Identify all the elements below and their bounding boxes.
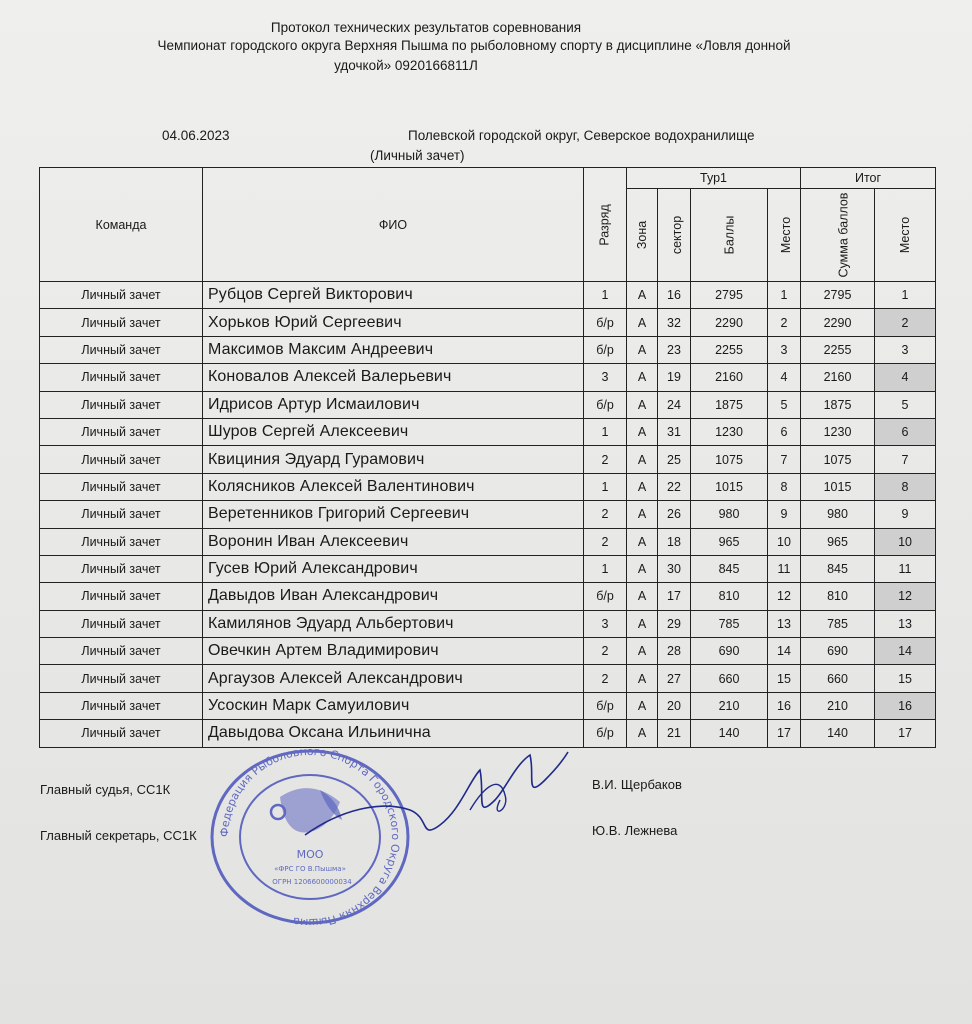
fio-cell: Максимов Максим Андреевич [203, 336, 584, 363]
zone-cell: А [627, 282, 658, 309]
fio-cell: Шуров Сергей Алексеевич [203, 418, 584, 445]
sector-cell: 22 [658, 473, 691, 500]
stamp-center-line1: МОО [296, 848, 324, 861]
place-cell: 1 [768, 282, 801, 309]
team-cell: Личный зачет [40, 501, 203, 528]
points-cell: 1230 [691, 418, 768, 445]
zone-cell: А [627, 501, 658, 528]
sector-cell: 31 [658, 418, 691, 445]
col-place-header: Место [768, 189, 801, 282]
table-row [40, 309, 936, 336]
sum-cell: 2290 [801, 309, 875, 336]
sector-cell: 17 [658, 583, 691, 610]
place-cell: 17 [768, 720, 801, 747]
rank-cell: 2 [584, 446, 627, 473]
fio-cell: Давыдова Оксана Ильинична [203, 720, 584, 747]
rank-cell: 2 [584, 528, 627, 555]
final-place-cell: 3 [875, 336, 936, 363]
points-cell: 845 [691, 555, 768, 582]
sum-cell: 785 [801, 610, 875, 637]
table-row [40, 692, 936, 719]
sum-cell: 2160 [801, 364, 875, 391]
sum-cell: 660 [801, 665, 875, 692]
sector-cell: 32 [658, 309, 691, 336]
place-cell: 8 [768, 473, 801, 500]
place-cell: 7 [768, 446, 801, 473]
place-cell: 16 [768, 692, 801, 719]
points-cell: 2795 [691, 282, 768, 309]
rank-cell: б/р [584, 692, 627, 719]
final-place-cell: 15 [875, 665, 936, 692]
sector-cell: 24 [658, 391, 691, 418]
zone-cell: А [627, 473, 658, 500]
table-row [40, 528, 936, 555]
zone-cell: А [627, 391, 658, 418]
rank-cell: 3 [584, 610, 627, 637]
col-team-header: Команда [40, 168, 203, 282]
fio-cell: Овечкин Артем Владимирович [203, 638, 584, 665]
table-row [40, 446, 936, 473]
team-cell: Личный зачет [40, 720, 203, 747]
sum-cell: 140 [801, 720, 875, 747]
fio-cell: Усоскин Марк Самуилович [203, 692, 584, 719]
place-cell: 12 [768, 583, 801, 610]
table-row [40, 638, 936, 665]
team-cell: Личный зачет [40, 583, 203, 610]
team-cell: Личный зачет [40, 282, 203, 309]
table-row [40, 473, 936, 500]
col-zone-header: Зона [627, 189, 658, 282]
team-cell: Личный зачет [40, 665, 203, 692]
zone-cell: А [627, 336, 658, 363]
fio-cell: Хорьков Юрий Сергеевич [203, 309, 584, 336]
fio-cell: Давыдов Иван Александрович [203, 583, 584, 610]
fio-cell: Идрисов Артур Исмаилович [203, 391, 584, 418]
points-cell: 2255 [691, 336, 768, 363]
points-cell: 1875 [691, 391, 768, 418]
fio-cell: Воронин Иван Алексеевич [203, 528, 584, 555]
total-group-header: Итог [801, 168, 936, 189]
stamp-ogrn: ОГРН 1206600000034 [272, 878, 352, 886]
final-place-cell: 9 [875, 501, 936, 528]
sum-cell: 1015 [801, 473, 875, 500]
fio-cell: Коновалов Алексей Валерьевич [203, 364, 584, 391]
col-rank-header: Разряд [584, 168, 627, 282]
zone-cell: А [627, 555, 658, 582]
stamp-ring-text: Федерация Рыболовного Спорта Городского Округа Верхняя Пышма [217, 744, 403, 930]
final-place-cell: 7 [875, 446, 936, 473]
sum-cell: 1875 [801, 391, 875, 418]
sector-cell: 21 [658, 720, 691, 747]
rank-cell: 1 [584, 282, 627, 309]
points-cell: 2290 [691, 309, 768, 336]
table-row [40, 665, 936, 692]
rank-cell: 1 [584, 418, 627, 445]
points-cell: 210 [691, 692, 768, 719]
final-place-cell: 6 [875, 418, 936, 445]
sector-cell: 26 [658, 501, 691, 528]
sum-cell: 1075 [801, 446, 875, 473]
sector-cell: 16 [658, 282, 691, 309]
zone-cell: А [627, 692, 658, 719]
team-cell: Личный зачет [40, 692, 203, 719]
zone-cell: А [627, 720, 658, 747]
col-fio-header: ФИО [203, 168, 584, 282]
chief-secretary-label: Главный секретарь, СС1К [40, 828, 197, 843]
sum-cell: 690 [801, 638, 875, 665]
results-table [39, 167, 936, 748]
chief-judge-label: Главный судья, СС1К [40, 782, 171, 797]
team-cell: Личный зачет [40, 418, 203, 445]
place-cell: 13 [768, 610, 801, 637]
final-place-cell: 5 [875, 391, 936, 418]
fio-cell: Аргаузов Алексей Александрович [203, 665, 584, 692]
sum-cell: 980 [801, 501, 875, 528]
final-place-cell: 11 [875, 555, 936, 582]
sum-cell: 2795 [801, 282, 875, 309]
competition-title: Чемпионат городского округа Верхняя Пышма по рыболовному спорту в дисциплине «Ловля донной [157, 38, 791, 53]
team-cell: Личный зачет [40, 446, 203, 473]
fio-cell: Гусев Юрий Александрович [203, 555, 584, 582]
zone-cell: А [627, 309, 658, 336]
rank-cell: б/р [584, 336, 627, 363]
team-cell: Личный зачет [40, 528, 203, 555]
sum-cell: 2255 [801, 336, 875, 363]
rank-cell: 1 [584, 473, 627, 500]
handwritten-signature [300, 740, 570, 860]
place-cell: 6 [768, 418, 801, 445]
place-cell: 2 [768, 309, 801, 336]
fio-cell: Камилянов Эдуард Альбертович [203, 610, 584, 637]
team-cell: Личный зачет [40, 555, 203, 582]
col-sector-header: сектор [658, 189, 691, 282]
points-cell: 810 [691, 583, 768, 610]
stamp-center-line2: «ФРС ГО В.Пышма» [274, 865, 346, 873]
place-cell: 10 [768, 528, 801, 555]
fio-cell: Веретенников Григорий Сергеевич [203, 501, 584, 528]
sum-cell: 210 [801, 692, 875, 719]
zone-cell: А [627, 638, 658, 665]
final-place-cell: 1 [875, 282, 936, 309]
team-cell: Личный зачет [40, 473, 203, 500]
rank-cell: б/р [584, 309, 627, 336]
sum-cell: 810 [801, 583, 875, 610]
final-place-cell: 13 [875, 610, 936, 637]
table-row [40, 282, 936, 309]
sector-cell: 30 [658, 555, 691, 582]
team-cell: Личный зачет [40, 610, 203, 637]
zone-cell: А [627, 610, 658, 637]
table-row [40, 336, 936, 363]
zone-cell: А [627, 583, 658, 610]
sum-cell: 1230 [801, 418, 875, 445]
final-place-cell: 17 [875, 720, 936, 747]
competition-title-cont: удочкой» 0920166811Л [334, 58, 478, 73]
final-place-cell: 10 [875, 528, 936, 555]
sector-cell: 29 [658, 610, 691, 637]
rank-cell: б/р [584, 720, 627, 747]
final-place-cell: 4 [875, 364, 936, 391]
place-cell: 11 [768, 555, 801, 582]
competition-date: 04.06.2023 [162, 128, 230, 143]
final-place-cell: 12 [875, 583, 936, 610]
col-sum-header: Сумма баллов [801, 189, 875, 282]
sector-cell: 19 [658, 364, 691, 391]
protocol-title: Протокол технических результатов соревнования [270, 20, 582, 35]
rank-cell: 2 [584, 665, 627, 692]
competition-place: Полевской городской округ, Северское водохранилище [408, 128, 755, 143]
zone-cell: А [627, 446, 658, 473]
points-cell: 2160 [691, 364, 768, 391]
team-cell: Личный зачет [40, 364, 203, 391]
points-cell: 980 [691, 501, 768, 528]
sector-cell: 23 [658, 336, 691, 363]
team-cell: Личный зачет [40, 309, 203, 336]
points-cell: 660 [691, 665, 768, 692]
table-row [40, 364, 936, 391]
team-cell: Личный зачет [40, 638, 203, 665]
points-cell: 1015 [691, 473, 768, 500]
table-row [40, 555, 936, 582]
final-place-cell: 16 [875, 692, 936, 719]
table-row [40, 418, 936, 445]
rank-cell: 2 [584, 638, 627, 665]
place-cell: 14 [768, 638, 801, 665]
points-cell: 690 [691, 638, 768, 665]
final-place-cell: 2 [875, 309, 936, 336]
tour-group-header: Тур1 [627, 168, 801, 189]
chief-judge-name: В.И. Щербаков [592, 777, 682, 792]
place-cell: 5 [768, 391, 801, 418]
fio-cell: Колясников Алексей Валентинович [203, 473, 584, 500]
place-cell: 15 [768, 665, 801, 692]
place-cell: 4 [768, 364, 801, 391]
place-cell: 3 [768, 336, 801, 363]
sector-cell: 28 [658, 638, 691, 665]
fio-cell: Рубцов Сергей Викторович [203, 282, 584, 309]
col-points-header: Баллы [691, 189, 768, 282]
zone-cell: А [627, 418, 658, 445]
standings-type: (Личный зачет) [370, 148, 465, 163]
chief-secretary-name: Ю.В. Лежнева [592, 823, 678, 838]
points-cell: 785 [691, 610, 768, 637]
final-place-cell: 14 [875, 638, 936, 665]
sector-cell: 20 [658, 692, 691, 719]
points-cell: 1075 [691, 446, 768, 473]
rank-cell: б/р [584, 583, 627, 610]
rank-cell: б/р [584, 391, 627, 418]
fio-cell: Квициния Эдуард Гурамович [203, 446, 584, 473]
table-row [40, 610, 936, 637]
rank-cell: 3 [584, 364, 627, 391]
rank-cell: 1 [584, 555, 627, 582]
zone-cell: А [627, 528, 658, 555]
final-place-cell: 8 [875, 473, 936, 500]
sector-cell: 25 [658, 446, 691, 473]
table-row [40, 501, 936, 528]
rank-cell: 2 [584, 501, 627, 528]
table-row [40, 583, 936, 610]
table-row [40, 391, 936, 418]
place-cell: 9 [768, 501, 801, 528]
team-cell: Личный зачет [40, 391, 203, 418]
zone-cell: А [627, 364, 658, 391]
sector-cell: 27 [658, 665, 691, 692]
points-cell: 965 [691, 528, 768, 555]
sum-cell: 845 [801, 555, 875, 582]
points-cell: 140 [691, 720, 768, 747]
sum-cell: 965 [801, 528, 875, 555]
team-cell: Личный зачет [40, 336, 203, 363]
sector-cell: 18 [658, 528, 691, 555]
col-final-place-header: Место [875, 189, 936, 282]
zone-cell: А [627, 665, 658, 692]
